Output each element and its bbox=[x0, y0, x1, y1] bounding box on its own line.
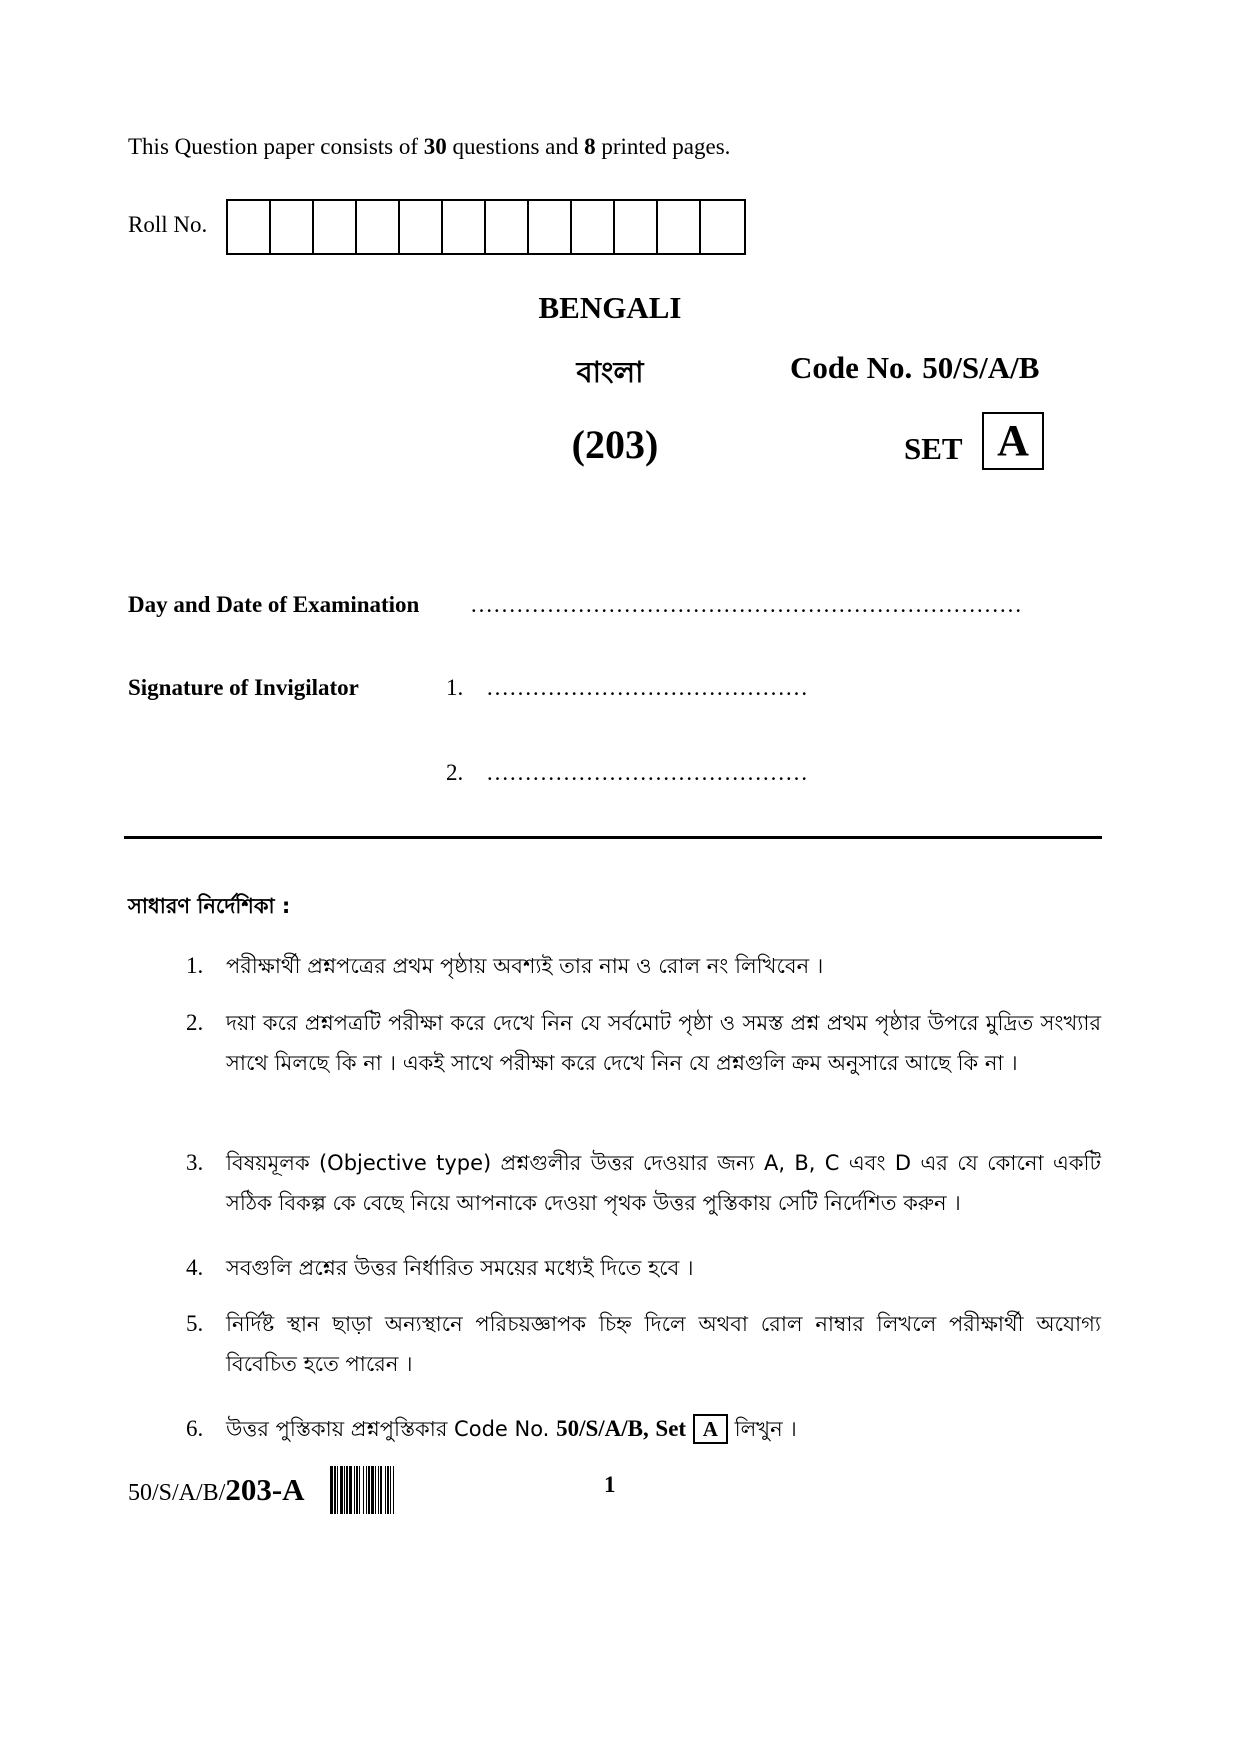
roll-no-box[interactable] bbox=[443, 201, 486, 253]
roll-no-box[interactable] bbox=[658, 201, 701, 253]
question-count: 30 bbox=[423, 134, 447, 159]
instruction-number: 5. bbox=[186, 1311, 204, 1336]
instruction-item bbox=[186, 1003, 1101, 1083]
barcode-gap bbox=[394, 1466, 397, 1514]
instruction-number: 2. bbox=[186, 1010, 204, 1035]
instruction-item bbox=[186, 946, 1101, 986]
subject-title: BENGALI bbox=[538, 290, 682, 325]
set-label: SET bbox=[904, 431, 963, 466]
page-count: 8 bbox=[584, 134, 596, 159]
roll-no-boxes[interactable] bbox=[226, 199, 746, 255]
roll-no-label: Roll No. bbox=[128, 212, 208, 237]
footer-code-prefix: 50/S/A/B/ bbox=[128, 1480, 226, 1506]
item6-prefix: উত্তর পুস্তিকায় প্রশ্নপুস্তিকার Code No. bbox=[226, 1417, 550, 1441]
roll-no-box[interactable] bbox=[400, 201, 443, 253]
instruction-text: বিষয়মূলক (Objective type) প্রশ্নগুলীর উত্তর দেওয়ার জন্য A, B, C এবং D এর যে কোনো একটি সঠিক বিকল্প কে বেছে নিয়ে আপনাকে দেওয়া পৃথক উত্তর পুস্তিকায় সেটি নির্দেশিত করুন । bbox=[226, 1151, 1101, 1215]
footer-code-bold: 203-A bbox=[225, 1472, 305, 1507]
signature-2-number: 2. bbox=[446, 760, 464, 785]
instruction-item bbox=[186, 1304, 1101, 1384]
instruction-number: 1. bbox=[186, 953, 204, 978]
subject-title-bengali: বাংলা bbox=[576, 355, 644, 389]
roll-no-box[interactable] bbox=[314, 201, 357, 253]
instructions-title: সাধারণ নির্দেশিকা : bbox=[128, 894, 291, 918]
item6-code: 50/S/A/B bbox=[556, 1416, 643, 1441]
code-number bbox=[790, 350, 1039, 386]
intro-line bbox=[128, 134, 730, 160]
roll-no-box[interactable] bbox=[701, 201, 744, 253]
intro-middle: questions and bbox=[452, 134, 579, 159]
intro-suffix: printed pages. bbox=[601, 134, 731, 159]
intro-prefix: This Question paper consists of bbox=[128, 134, 419, 159]
instruction-item bbox=[186, 1248, 1101, 1288]
instruction-text: দয়া করে প্রশ্নপত্রটি পরীক্ষা করে দেখে নিন যে সর্বমোট পৃষ্ঠা ও সমস্ত প্রশ্ন প্রথম পৃষ্ঠার উপরে মুদ্রিত সংখ্যার সাথে মিলছে কি না । একই সাথে পরীক্ষা করে দেখে নিন যে প্রশ্নগুলি ক্রম অনুসারে আছে কি না । bbox=[226, 1011, 1101, 1075]
footer-code bbox=[128, 1472, 305, 1508]
instruction-item bbox=[186, 1409, 1101, 1449]
invigilator-label: Signature of Invigilator bbox=[128, 675, 359, 700]
code-label: Code No. bbox=[790, 350, 913, 385]
set-box: A bbox=[982, 412, 1044, 470]
section-divider bbox=[124, 836, 1102, 839]
roll-no-box[interactable] bbox=[228, 201, 271, 253]
instruction-text: উত্তর পুস্তিকায় প্রশ্নপুস্তিকার Code No. 50/S/A/B, Set A লিখুন । bbox=[226, 1409, 1101, 1449]
item6-set-word: Set bbox=[655, 1416, 687, 1441]
roll-no-box[interactable] bbox=[572, 201, 615, 253]
signature-1-number: 1. bbox=[446, 675, 464, 700]
signature-2-dots[interactable]: …………………………………… bbox=[486, 760, 808, 785]
instruction-item bbox=[186, 1143, 1101, 1223]
instruction-number: 6. bbox=[186, 1416, 204, 1441]
exam-date-dots[interactable]: ……………………………………………………………… bbox=[470, 592, 1022, 617]
instruction-number: 3. bbox=[186, 1150, 204, 1175]
instruction-text: পরীক্ষার্থী প্রশ্নপত্রের প্রথম পৃষ্ঠায় অবশ্যই তার নাম ও রোল নং লিখিবেন । bbox=[226, 954, 824, 978]
paper-number: (203) bbox=[571, 422, 659, 467]
exam-date-label: Day and Date of Examination bbox=[128, 592, 420, 617]
roll-no-box[interactable] bbox=[271, 201, 314, 253]
instruction-text: সবগুলি প্রশ্নের উত্তর নির্ধারিত সময়ের মধ্যেই দিতে হবে । bbox=[226, 1256, 694, 1280]
barcode bbox=[330, 1466, 397, 1514]
signature-1-dots[interactable]: …………………………………… bbox=[486, 675, 808, 700]
instruction-text: নির্দিষ্ট স্থান ছাড়া অন্যস্থানে পরিচয়জ্ঞাপক চিহ্ন দিলে অথবা রোল নাম্বার লিখলে পরীক্ষার্থী অযোগ্য বিবেচিত হতে পারেন । bbox=[226, 1312, 1101, 1376]
roll-no-box[interactable] bbox=[357, 201, 400, 253]
roll-no-box[interactable] bbox=[615, 201, 658, 253]
page-number: 1 bbox=[604, 1472, 616, 1497]
code-value: 50/S/A/B bbox=[922, 350, 1040, 385]
item6-suffix: লিখুন । bbox=[734, 1417, 797, 1441]
instruction-number: 4. bbox=[186, 1255, 204, 1280]
roll-no-box[interactable] bbox=[486, 201, 529, 253]
item6-set-box: A bbox=[693, 1414, 728, 1444]
roll-no-box[interactable] bbox=[529, 201, 572, 253]
